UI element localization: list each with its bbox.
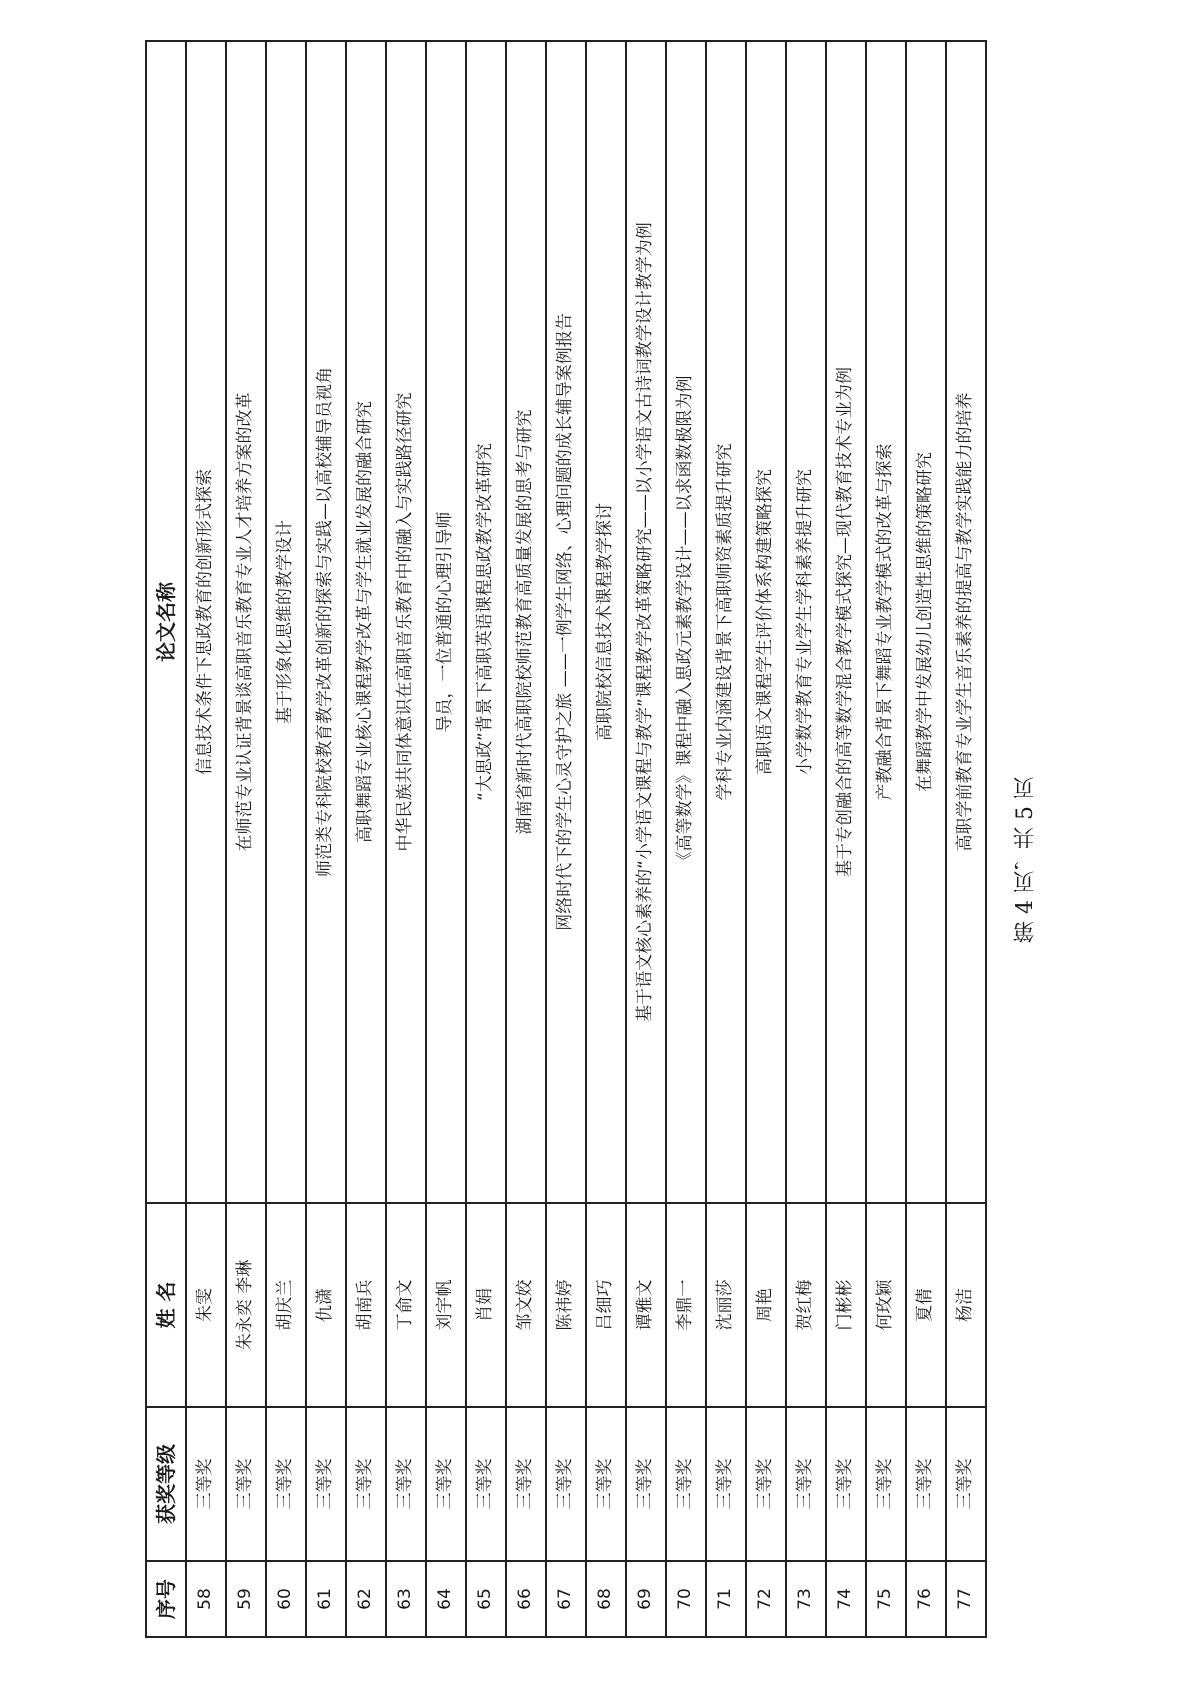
cell-name: 胡南兵 [346,1203,386,1407]
table-body [186,41,986,1637]
cell-no: 73 [786,1561,826,1637]
cell-title: 在舞蹈教学中发展幼儿创造性思维的策略研究 [906,41,946,1203]
cell-level: 三等奖 [906,1407,946,1561]
cell-title: 基于形象化思维的教学设计 [266,41,306,1203]
cell-name: 何玫颖 [866,1203,906,1407]
table-row [746,41,786,1637]
cell-no: 69 [626,1561,666,1637]
cell-level: 三等奖 [426,1407,466,1561]
cell-no: 68 [586,1561,626,1637]
cell-level: 三等奖 [666,1407,706,1561]
cell-level: 三等奖 [506,1407,546,1561]
cell-title: 在师范专业认证背景谈高职音乐教育专业人才培养方案的改革 [226,41,266,1203]
cell-level: 三等奖 [266,1407,306,1561]
cell-no: 58 [186,1561,226,1637]
cell-no: 72 [746,1561,786,1637]
page-number: 第 4 页，共 5 页 [1013,777,1038,943]
cell-title: 《高等数学》课程中融入思政元素教学设计——以求函数极限为例 [666,41,706,1203]
cell-name: 刘宇帆 [426,1203,466,1407]
table-row [506,41,546,1637]
table-row [866,41,906,1637]
table-row [266,41,306,1637]
cell-level: 三等奖 [746,1407,786,1561]
cell-level: 三等奖 [346,1407,386,1561]
cell-title: 学科专业内涵建设背景下高职师资素质提升研究 [706,41,746,1203]
cell-no: 75 [866,1561,906,1637]
cell-no: 60 [266,1561,306,1637]
cell-title: 产教融合背景下舞蹈专业教学模式的改革与探索 [866,41,906,1203]
table-row [826,41,866,1637]
cell-level: 三等奖 [786,1407,826,1561]
cell-level: 三等奖 [226,1407,266,1561]
table-row [226,41,266,1637]
table-row [586,41,626,1637]
cell-no: 74 [826,1561,866,1637]
cell-name: 沈丽莎 [706,1203,746,1407]
cell-name: 仇潇 [306,1203,346,1407]
table-row [186,41,226,1637]
cell-name: 胡庆兰 [266,1203,306,1407]
cell-no: 63 [386,1561,426,1637]
cell-no: 65 [466,1561,506,1637]
cell-no: 76 [906,1561,946,1637]
cell-no: 70 [666,1561,706,1637]
cell-level: 三等奖 [386,1407,426,1561]
cell-title: 高职学前教育专业学生音乐素养的提高与教学实践能力的培养 [946,41,986,1203]
cell-no: 67 [546,1561,586,1637]
cell-level: 三等奖 [626,1407,666,1561]
cell-name: 陈祎婷 [546,1203,586,1407]
header-level: 获奖等级 [146,1407,186,1561]
cell-level: 三等奖 [586,1407,626,1561]
cell-name: 邹文姣 [506,1203,546,1407]
cell-title: 小学数学教育专业学生学科素养提升研究 [786,41,826,1203]
cell-level: 三等奖 [826,1407,866,1561]
cell-title: 高职院校信息技术课程教学探讨 [586,41,626,1203]
cell-level: 三等奖 [866,1407,906,1561]
cell-name: 杨洁 [946,1203,986,1407]
cell-title: “大思政”背景下高职英语课程思政教学改革研究 [466,41,506,1203]
award-table [145,40,987,1638]
cell-no: 64 [426,1561,466,1637]
cell-name: 肖娟 [466,1203,506,1407]
cell-title: 师范类专科院校教育教学改革创新的探索与实践—以高校辅导员视角 [306,41,346,1203]
table-row [306,41,346,1637]
table-row [906,41,946,1637]
cell-level: 三等奖 [706,1407,746,1561]
table-row [786,41,826,1637]
cell-name: 周艳 [746,1203,786,1407]
cell-name: 门彬彬 [826,1203,866,1407]
cell-title: 基于语文核心素养的“小学语文课程与教学”课程教学改革策略研究——以小学语文古诗词教学设计教学为例 [626,41,666,1203]
cell-name: 李鼎一 [666,1203,706,1407]
cell-no: 66 [506,1561,546,1637]
table-header-row [146,41,186,1637]
cell-title: 信息技术条件下思政教育的创新形式探索 [186,41,226,1203]
cell-name: 吕细巧 [586,1203,626,1407]
cell-no: 71 [706,1561,746,1637]
table-row [426,41,466,1637]
cell-no: 77 [946,1561,986,1637]
cell-title: 湖南省新时代高职院校师范教育高质量发展的思考与研究 [506,41,546,1203]
cell-name: 丁俞文 [386,1203,426,1407]
table-row [666,41,706,1637]
table-row [626,41,666,1637]
table-row [946,41,986,1637]
cell-level: 三等奖 [306,1407,346,1561]
cell-title: 导员，一位普通的心理引导师 [426,41,466,1203]
table-row [706,41,746,1637]
cell-name: 夏倩 [906,1203,946,1407]
cell-title: 中华民族共同体意识在高职音乐教育中的融入与实践路径研究 [386,41,426,1203]
table-row [466,41,506,1637]
table-row [386,41,426,1637]
cell-name: 贺红梅 [786,1203,826,1407]
cell-no: 59 [226,1561,266,1637]
header-name: 姓 名 [146,1203,186,1407]
cell-name: 朱雯 [186,1203,226,1407]
table-row [546,41,586,1637]
award-table-rotated [145,42,987,1638]
cell-level: 三等奖 [546,1407,586,1561]
cell-name: 谭雅文 [626,1203,666,1407]
cell-level: 三等奖 [946,1407,986,1561]
cell-title: 高职舞蹈专业核心课程教学改革与学生就业发展的融合研究 [346,41,386,1203]
cell-level: 三等奖 [186,1407,226,1561]
cell-level: 三等奖 [466,1407,506,1561]
header-title: 论文名称 [146,41,186,1203]
cell-no: 61 [306,1561,346,1637]
cell-name: 朱永奕 李琳 [226,1203,266,1407]
table-row [346,41,386,1637]
header-no: 序号 [146,1561,186,1637]
cell-no: 62 [346,1561,386,1637]
cell-title: 基于专创融合的高等数学混合教学模式探究—现代教育技术专业为例 [826,41,866,1203]
cell-title: 网络时代下的学生心灵守护之旅 ——一例学生网络、心理问题的成长辅导案例报告 [546,41,586,1203]
cell-title: 高职语文课程学生评价体系构建策略探究 [746,41,786,1203]
